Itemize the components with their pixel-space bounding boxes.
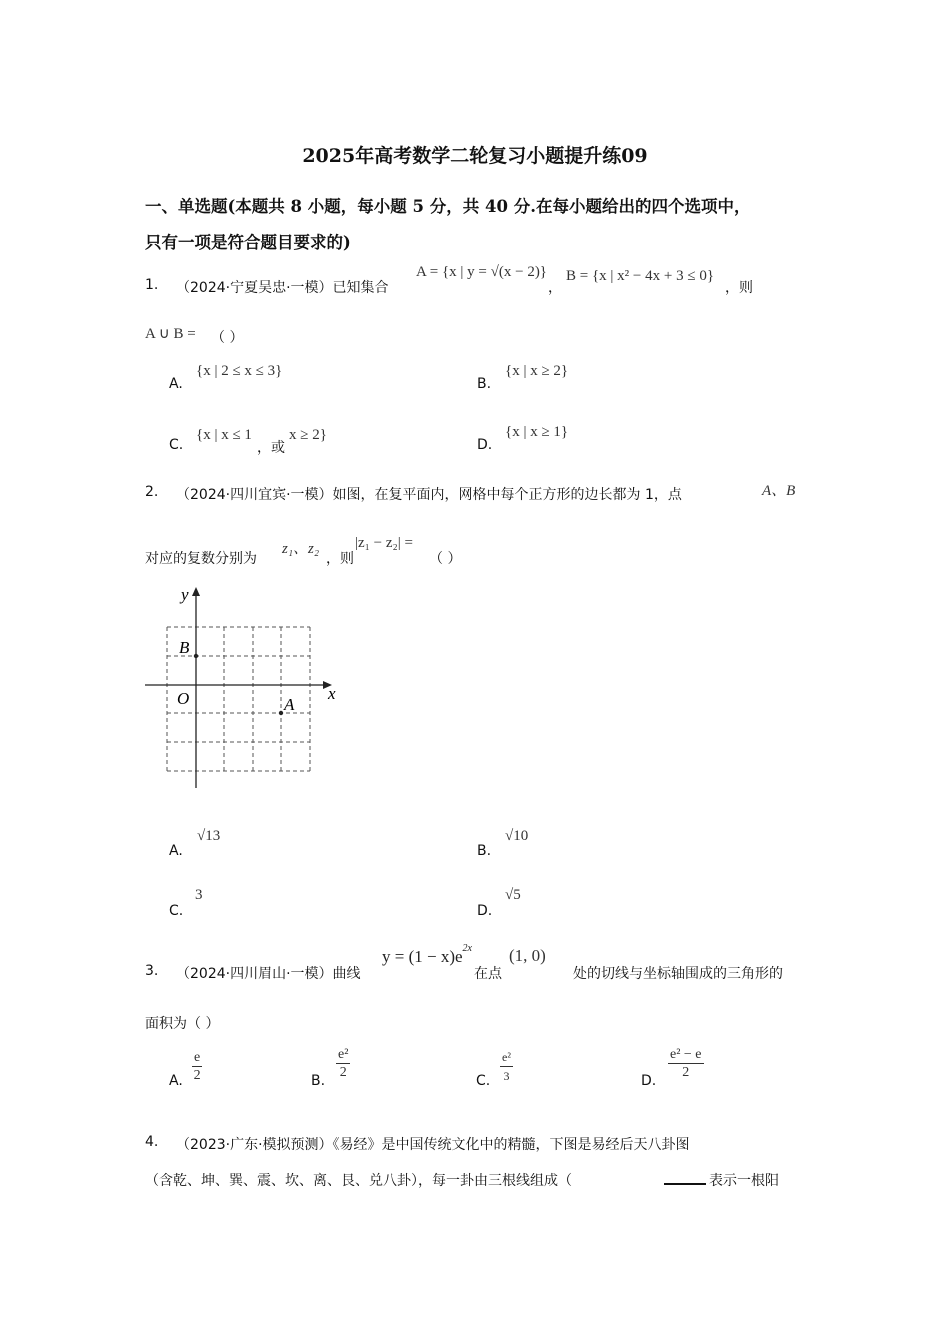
q1-option-a[interactable]: {x | 2 ≤ x ≤ 3} bbox=[196, 363, 283, 379]
q2-option-a[interactable]: √13 bbox=[197, 828, 221, 844]
q2-line2: 对应的复数分别为 bbox=[145, 551, 257, 567]
q2-option-c-letter: C. bbox=[169, 903, 184, 919]
q3-option-c[interactable]: e² 3 bbox=[502, 1050, 511, 1083]
x-axis-label: x bbox=[328, 684, 336, 703]
q1-option-c[interactable]: {x | x ≤ 1 bbox=[196, 427, 252, 443]
q3-point: (1, 0) bbox=[509, 946, 546, 965]
q1-set-b: B = {x | x² − 4x + 3 ≤ 0} bbox=[566, 268, 715, 284]
q2-option-d[interactable]: √5 bbox=[505, 887, 521, 903]
q1-source: （2024·宁夏吴忠·一模）已知集合 bbox=[176, 280, 389, 296]
section-heading-line2: 只有一项是符合题目要求的) bbox=[145, 233, 351, 252]
y-axis-label: y bbox=[181, 585, 189, 604]
q1-option-c-or: ，或 bbox=[257, 440, 285, 456]
q1-option-d[interactable]: {x | x ≥ 1} bbox=[505, 424, 569, 440]
q3-number: 3. bbox=[145, 963, 159, 979]
point-b bbox=[194, 654, 198, 658]
q2-z: z₁、z₂ bbox=[282, 541, 320, 557]
q3-rest: 处的切线与坐标轴围成的三角形的 bbox=[573, 966, 783, 982]
q2-source: （2024·四川宜宾·一模）如图，在复平面内，网格中每个正方形的边长都为 1，点 bbox=[176, 487, 682, 503]
q3-option-d-letter: D. bbox=[641, 1073, 657, 1089]
q3-option-c-letter: C. bbox=[476, 1073, 491, 1089]
section-heading-line1: 一、单选题(本题共 8 小题，每小题 5 分，共 40 分.在每小题给出的四个选项中， bbox=[145, 197, 751, 216]
q2-option-c[interactable]: 3 bbox=[195, 887, 203, 903]
q1-option-b-letter: B. bbox=[477, 376, 492, 392]
q3-curve: $y = (1 - x)e^{2x}$ bbox=[382, 943, 472, 966]
q1-comma: ， bbox=[548, 280, 562, 296]
q1-option-b[interactable]: {x | x ≥ 2} bbox=[505, 363, 569, 379]
q1-option-c-part2: x ≥ 2} bbox=[289, 427, 327, 443]
q1-option-a-letter: A. bbox=[169, 376, 183, 392]
point-a bbox=[279, 711, 283, 715]
q1-paren: （ ） bbox=[211, 330, 244, 346]
q4-line2-end: 表示一根阳 bbox=[709, 1173, 779, 1189]
page-title: 2025年高考数学二轮复习小题提升练09 bbox=[302, 145, 648, 167]
q1-option-d-letter: D. bbox=[477, 437, 493, 453]
q2-then: ，则 bbox=[326, 551, 354, 567]
q2-option-b-letter: B. bbox=[477, 843, 492, 859]
q3-option-a[interactable]: e 2 bbox=[193, 1050, 201, 1083]
q4-line2: （含乾、坤、巽、震、坎、离、艮、兑八卦），每一卦由三根线组成（ bbox=[145, 1173, 572, 1189]
q3-line2: 面积为（ ） bbox=[145, 1016, 220, 1032]
yang-line-symbol bbox=[664, 1183, 706, 1185]
q3-at: 在点 bbox=[474, 966, 502, 982]
axes bbox=[145, 592, 327, 788]
origin-label: O bbox=[177, 689, 190, 708]
q4-line1: （2023·广东·模拟预测）《易经》是中国传统文化中的精髓，下图是易经后天八卦图 bbox=[176, 1137, 690, 1153]
point-b-label: B bbox=[179, 638, 190, 657]
q1-number: 1. bbox=[145, 277, 159, 293]
q2-points: A、B bbox=[762, 483, 796, 499]
q3-option-d[interactable]: e² − e 2 bbox=[670, 1047, 702, 1080]
q3-source: （2024·四川眉山·一模）曲线 bbox=[176, 966, 361, 982]
y-axis-arrow-icon bbox=[192, 587, 200, 596]
q2-option-b[interactable]: √10 bbox=[505, 828, 529, 844]
q2-option-a-letter: A. bbox=[169, 843, 183, 859]
q4-number: 4. bbox=[145, 1134, 159, 1150]
q1-set-a: A = {x | y = √(x − 2)} bbox=[416, 264, 548, 280]
q2-option-d-letter: D. bbox=[477, 903, 493, 919]
point-a-label: A bbox=[284, 695, 295, 714]
q1-option-c-letter: C. bbox=[169, 437, 184, 453]
q3-option-b-letter: B. bbox=[311, 1073, 326, 1089]
q3-option-b[interactable]: e² 2 bbox=[338, 1047, 349, 1080]
q1-then: ，则 bbox=[725, 280, 753, 296]
q2-paren: （ ） bbox=[429, 551, 462, 567]
q2-number: 2. bbox=[145, 484, 159, 500]
q2-expr: |z₁ − z₂| = bbox=[355, 535, 413, 551]
complex-plane-figure bbox=[140, 580, 350, 795]
q3-option-a-letter: A. bbox=[169, 1073, 183, 1089]
q1-union: A ∪ B = bbox=[145, 326, 196, 342]
